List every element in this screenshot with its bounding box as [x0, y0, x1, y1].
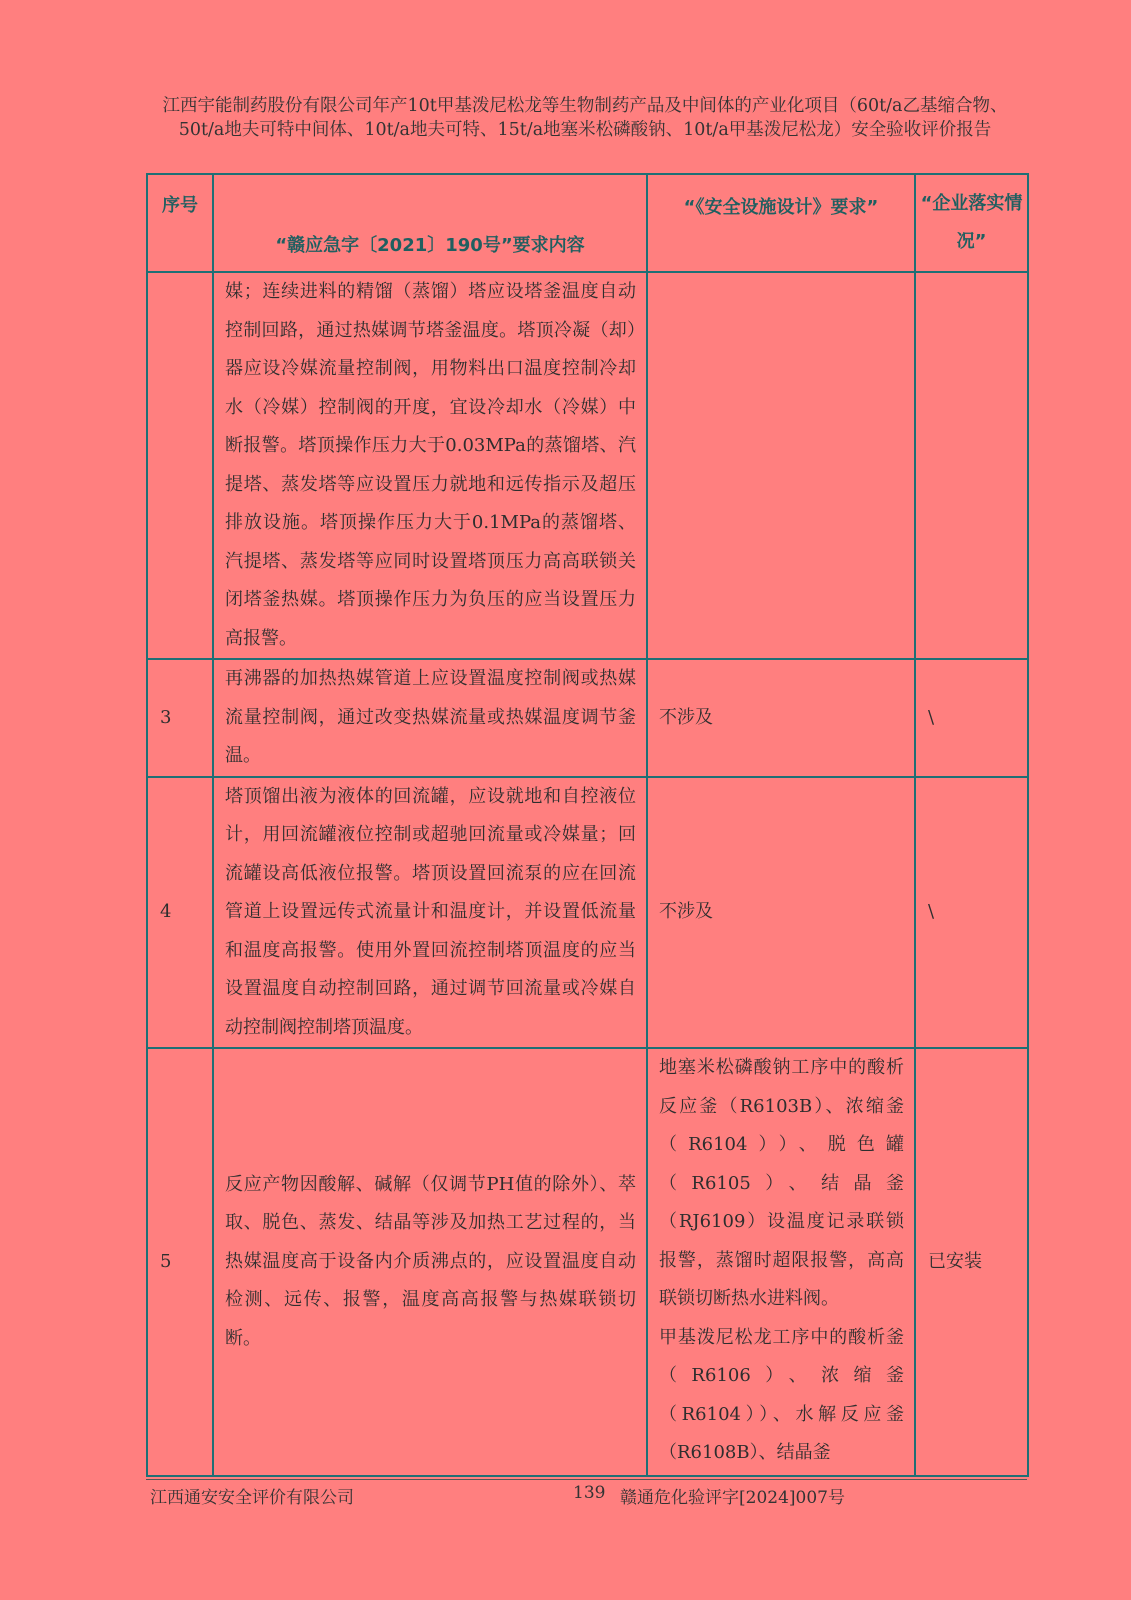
table-header-row — [147, 174, 1028, 272]
row-design: 不涉及 — [647, 777, 915, 1049]
requirements-table — [146, 173, 1029, 1477]
footer-document-code: 赣通危化验评字[2024]007号 — [620, 1488, 845, 1508]
row-requirement: 再沸器的加热热媒管道上应设置温度控制阀或热媒流量控制阀，通过改变热媒流量或热媒温度调节釜温。 — [213, 659, 647, 777]
table-row — [147, 777, 1028, 1049]
row-design: 不涉及 — [647, 659, 915, 777]
row-implementation: 已安装 — [915, 1048, 1028, 1476]
footer-divider — [146, 1479, 1027, 1480]
header-safety-design: “《安全设施设计》要求” — [647, 174, 915, 272]
header-seq: 序号 — [147, 174, 213, 272]
row-seq: 4 — [147, 777, 213, 1049]
row-requirement: 媒；连续进料的精馏（蒸馏）塔应设塔釜温度自动控制回路，通过热媒调节塔釜温度。塔顶冷凝（却）器应设冷媒流量控制阀，用物料出口温度控制冷却水（冷媒）控制阀的开度，宜设冷却水（冷媒）中断报警。塔顶操作压力大于0.03MPa的蒸馏塔、汽提塔、蒸发塔等应设置压力就地和远传指示及超压排放设施。塔顶操作压力大于0.1MPa的蒸馏塔、汽提塔、蒸发塔等应同时设置塔顶压力高高联锁关闭塔釜热媒。塔顶操作压力为负压的应当设置压力高报警。 — [213, 272, 647, 659]
row-seq — [147, 272, 213, 659]
report-title: 江西宇能制药股份有限公司年产10t甲基泼尼松龙等生物制药产品及中间体的产业化项目（60t/a乙基缩合物、50t/a地夫可特中间体、10t/a地夫可特、15t/a地塞米松磷酸钠、10t/a甲基泼尼松龙）安全验收评价报告 — [162, 96, 1008, 140]
header-implementation: “企业落实情况” — [915, 174, 1028, 272]
table-row — [147, 272, 1028, 659]
footer-company: 江西通安安全评价有限公司 — [150, 1488, 354, 1508]
footer-page-number: 139 — [573, 1483, 606, 1503]
row-implementation: \ — [915, 777, 1028, 1049]
design-paragraph-dexamethasone: 地塞米松磷酸钠工序中的酸析反应釜（R6103B）、浓缩釜（R6104））、脱色罐（R6105）、结晶釜（RJ6109）设温度记录联锁报警，蒸馏时超限报警，高高联锁切断热水进料阀。 — [659, 1057, 904, 1309]
table-row — [147, 659, 1028, 777]
row-requirement: 反应产物因酸解、碱解（仅调节PH值的除外）、萃取、脱色、蒸发、结晶等涉及加热工艺过程的，当热媒温度高于设备内介质沸点的，应设置温度自动检测、远传、报警，温度高高报警与热媒联锁切断。 — [213, 1048, 647, 1476]
row-design — [647, 1048, 915, 1476]
row-design — [647, 272, 915, 659]
row-seq: 3 — [147, 659, 213, 777]
header-requirement-190: “赣应急字〔2021〕190号”要求内容 — [213, 174, 647, 272]
row-implementation: \ — [915, 659, 1028, 777]
row-implementation — [915, 272, 1028, 659]
design-paragraph-methylprednisolone: 甲基泼尼松龙工序中的酸析釜（R6106）、浓缩釜（R6104））、水解反应釜（R6108B）、结晶釜 — [659, 1326, 904, 1463]
row-requirement: 塔顶馏出液为液体的回流罐，应设就地和自控液位计，用回流罐液位控制或超驰回流量或冷媒量；回流罐设高低液位报警。塔顶设置回流泵的应在回流管道上设置远传式流量计和温度计，并设置低流量和温度高报警。使用外置回流控制塔顶温度的应当设置温度自动控制回路，通过调节回流量或冷媒自动控制阀控制塔顶温度。 — [213, 777, 647, 1049]
row-seq: 5 — [147, 1048, 213, 1476]
table-row — [147, 1048, 1028, 1476]
